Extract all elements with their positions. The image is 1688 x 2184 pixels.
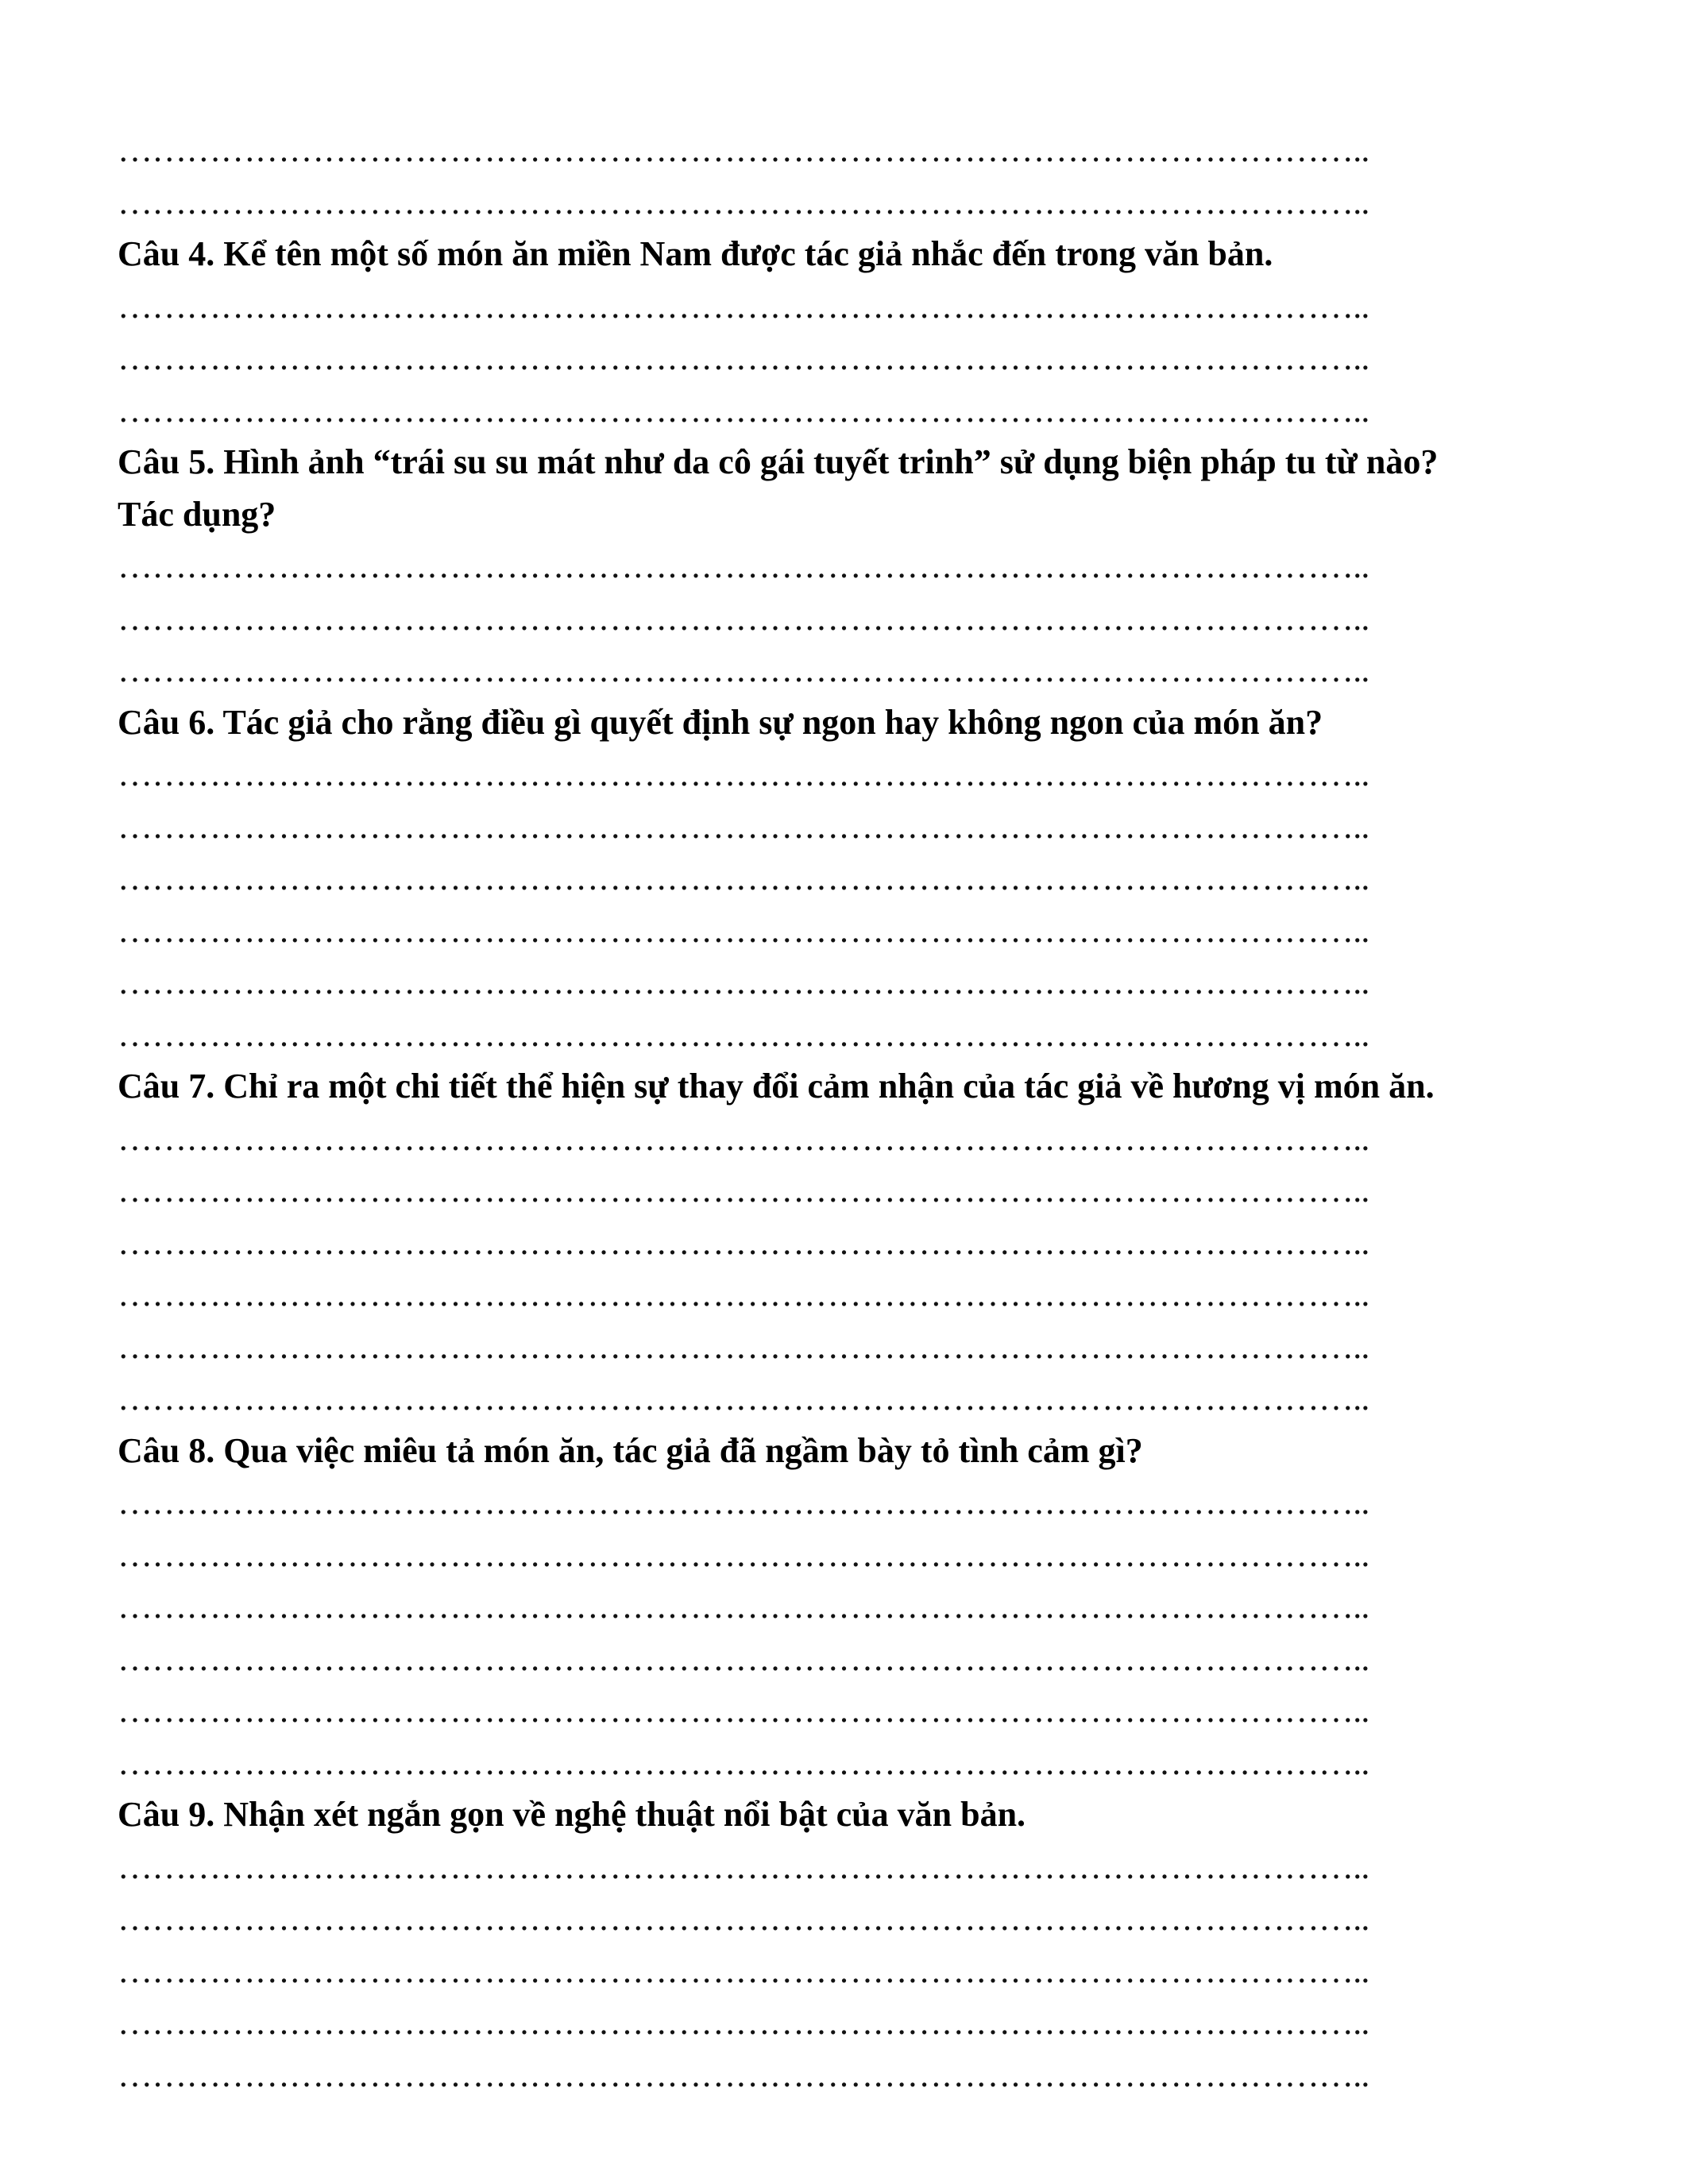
question-text: Câu 5. Hình ảnh “trái su su mát như da cô gái tuyết trinh” sử dụng biện pháp tu từ nào? bbox=[118, 442, 1439, 481]
answer-dotted-line[interactable]: ……………………………………………………………………………………………….. bbox=[118, 1742, 1369, 1782]
answer-dotted-line[interactable]: ……………………………………………………………………………………………….. bbox=[118, 1638, 1369, 1678]
answer-dotted-line[interactable]: ……………………………………………………………………………………………….. bbox=[118, 754, 1369, 793]
worksheet-page bbox=[118, 124, 1595, 2101]
answer-dotted-line[interactable]: ……………………………………………………………………………………………….. bbox=[118, 598, 1369, 638]
answer-dotted-line[interactable]: ……………………………………………………………………………………………….. bbox=[118, 2003, 1369, 2042]
answer-dotted-line[interactable]: ……………………………………………………………………………………………….. bbox=[118, 2055, 1369, 2094]
answer-dotted-line[interactable]: ……………………………………………………………………………………………….. bbox=[118, 1118, 1369, 1158]
question-text: Tác dụng? bbox=[118, 494, 276, 534]
question-text: Câu 6. Tác giả cho rằng điều gì quyết định sự ngon hay không ngon của món ăn? bbox=[118, 702, 1323, 742]
answer-dotted-line[interactable]: ……………………………………………………………………………………………….. bbox=[118, 1014, 1369, 1054]
answer-dotted-line[interactable]: ……………………………………………………………………………………………….. bbox=[118, 650, 1369, 689]
question-text: Câu 9. Nhận xét ngắn gọn về nghệ thuật nổi bật của văn bản. bbox=[118, 1795, 1026, 1834]
question-text: Câu 7. Chỉ ra một chi tiết thể hiện sự thay đổi cảm nhận của tác giả về hương vị món ăn. bbox=[118, 1067, 1435, 1106]
answer-dotted-line[interactable]: ……………………………………………………………………………………………….. bbox=[118, 286, 1369, 326]
answer-dotted-line[interactable]: ……………………………………………………………………………………………….. bbox=[118, 130, 1369, 169]
answer-dotted-line[interactable]: ……………………………………………………………………………………………….. bbox=[118, 963, 1369, 1001]
answer-dotted-line[interactable]: ……………………………………………………………………………………………….. bbox=[118, 1379, 1369, 1418]
answer-dotted-line[interactable]: ……………………………………………………………………………………………….. bbox=[118, 1222, 1369, 1262]
answer-dotted-line[interactable]: ……………………………………………………………………………………………….. bbox=[118, 546, 1369, 585]
question-text: Câu 4. Kể tên một số món ăn miền Nam được tác giả nhắc đến trong văn bản. bbox=[118, 234, 1273, 273]
answer-dotted-line[interactable]: ……………………………………………………………………………………………….. bbox=[118, 1326, 1369, 1366]
answer-dotted-line[interactable]: ……………………………………………………………………………………………….. bbox=[118, 1846, 1369, 1886]
question-text: Câu 8. Qua việc miêu tả món ăn, tác giả đã ngầm bày tỏ tình cảm gì? bbox=[118, 1430, 1143, 1470]
answer-dotted-line[interactable]: ……………………………………………………………………………………………….. bbox=[118, 1275, 1369, 1314]
answer-dotted-line[interactable]: ……………………………………………………………………………………………….. bbox=[118, 390, 1369, 430]
answer-dotted-line[interactable]: ……………………………………………………………………………………………….. bbox=[118, 1951, 1369, 1990]
answer-dotted-line[interactable]: ……………………………………………………………………………………………….. bbox=[118, 1534, 1369, 1574]
answer-dotted-line[interactable]: ……………………………………………………………………………………………….. bbox=[118, 806, 1369, 846]
answer-dotted-line[interactable]: ……………………………………………………………………………………………….. bbox=[118, 910, 1369, 950]
answer-dotted-line[interactable]: ……………………………………………………………………………………………….. bbox=[118, 1171, 1369, 1210]
answer-dotted-line[interactable]: ……………………………………………………………………………………………….. bbox=[118, 1587, 1369, 1626]
answer-dotted-line[interactable]: ……………………………………………………………………………………………….. bbox=[118, 1691, 1369, 1730]
answer-dotted-line[interactable]: ……………………………………………………………………………………………….. bbox=[118, 859, 1369, 897]
answer-dotted-line[interactable]: ……………………………………………………………………………………………….. bbox=[118, 182, 1369, 222]
answer-dotted-line[interactable]: ……………………………………………………………………………………………….. bbox=[118, 1483, 1369, 1522]
answer-dotted-line[interactable]: ……………………………………………………………………………………………….. bbox=[118, 1899, 1369, 1938]
answer-dotted-line[interactable]: ……………………………………………………………………………………………….. bbox=[118, 338, 1369, 377]
